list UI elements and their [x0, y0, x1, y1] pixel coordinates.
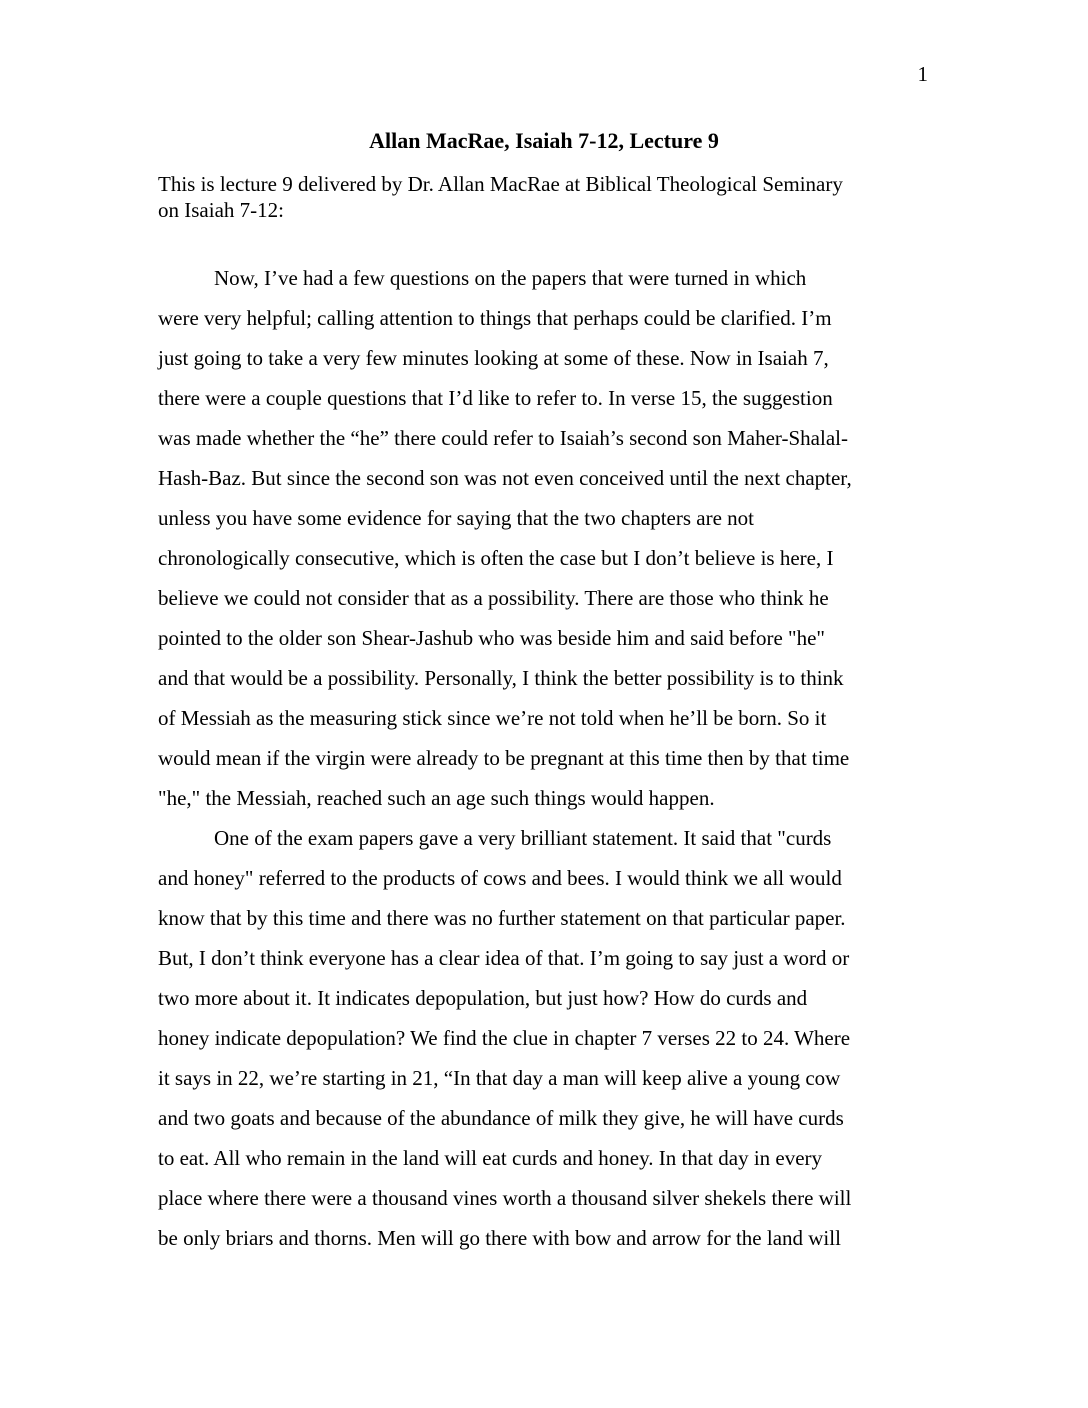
text-line: two more about it. It indicates depopulation, but just how? How do curds and [158, 986, 808, 1010]
text-line: was made whether the “he” there could refer to Isaiah’s second son Maher-Shalal- [158, 426, 848, 450]
text-line: and that would be a possibility. Personally, I think the better possibility is to think [158, 666, 844, 690]
text-line: chronologically consecutive, which is often the case but I don’t believe is here, I [158, 546, 834, 570]
lecture-body [158, 258, 958, 1258]
text-line: honey indicate depopulation? We find the clue in chapter 7 verses 22 to 24. Where [158, 1026, 851, 1050]
text-line: of Messiah as the measuring stick since we’re not told when he’ll be born. So it [158, 706, 827, 730]
text-line: be only briars and thorns. Men will go there with bow and arrow for the land will [158, 1226, 841, 1250]
page-number: 1 [917, 62, 928, 86]
intro-line: on Isaiah 7-12: [158, 198, 284, 222]
text-line: One of the exam papers gave a very brilliant statement. It said that "curds [214, 826, 832, 850]
intro-paragraph [158, 171, 958, 223]
text-line: Now, I’ve had a few questions on the papers that were turned in which [214, 266, 807, 290]
paragraph [158, 818, 958, 1258]
intro-line: This is lecture 9 delivered by Dr. Allan MacRae at Biblical Theological Seminary [158, 172, 843, 196]
page-title: Allan MacRae, Isaiah 7-12, Lecture 9 [369, 128, 719, 153]
text-line: know that by this time and there was no further statement on that particular paper. [158, 906, 846, 930]
text-line: But, I don’t think everyone has a clear idea of that. I’m going to say just a word or [158, 946, 850, 970]
text-line: it says in 22, we’re starting in 21, “In that day a man will keep alive a young cow [158, 1066, 841, 1090]
text-line: pointed to the older son Shear-Jashub who was beside him and said before "he" [158, 626, 825, 650]
text-line: to eat. All who remain in the land will eat curds and honey. In that day in every [158, 1146, 823, 1170]
text-line: and honey" referred to the products of cows and bees. I would think we all would [158, 866, 842, 890]
text-line: believe we could not consider that as a possibility. There are those who think he [158, 586, 829, 610]
paragraph [158, 258, 958, 818]
text-line: were very helpful; calling attention to things that perhaps could be clarified. I’m [158, 306, 832, 330]
text-line: just going to take a very few minutes looking at some of these. Now in Isaiah 7, [158, 346, 829, 370]
text-line: "he," the Messiah, reached such an age such things would happen. [158, 786, 715, 810]
text-line: would mean if the virgin were already to be pregnant at this time then by that time [158, 746, 850, 770]
text-line: there were a couple questions that I’d like to refer to. In verse 15, the suggestion [158, 386, 833, 410]
text-line: Hash-Baz. But since the second son was not even conceived until the next chapter, [158, 466, 852, 490]
text-line: unless you have some evidence for saying that the two chapters are not [158, 506, 754, 530]
text-line: place where there were a thousand vines worth a thousand silver shekels there will [158, 1186, 852, 1210]
text-line: and two goats and because of the abundance of milk they give, he will have curds [158, 1106, 844, 1130]
